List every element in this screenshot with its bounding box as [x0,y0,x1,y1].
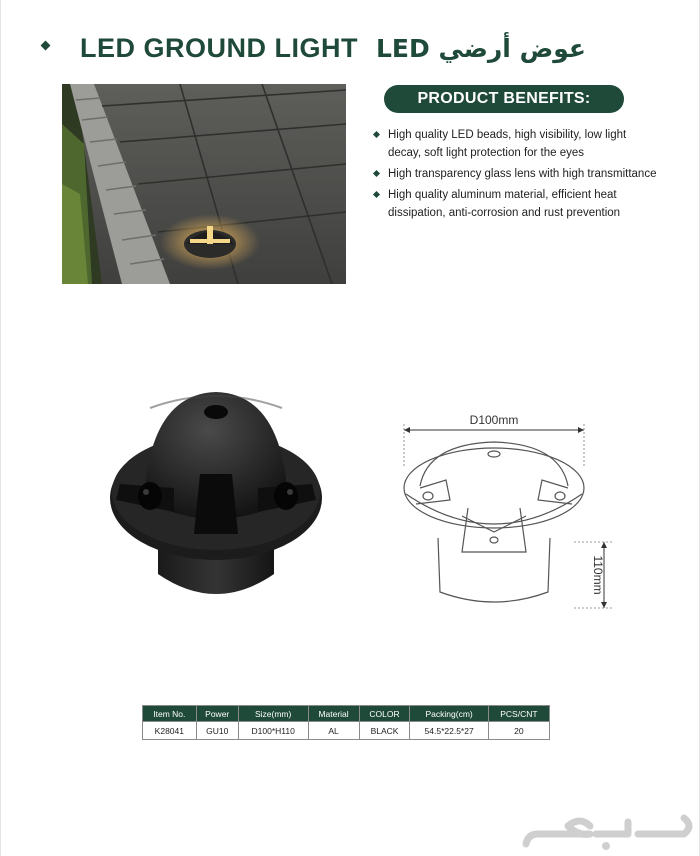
column-header: Material [308,706,359,722]
table-cell: D100*H110 [238,722,308,740]
benefit-text: High quality LED beads, high visibility, low light decay, soft light protection for the eyes [388,129,627,159]
benefits-heading: PRODUCT BENEFITS: [384,85,624,113]
table-cell: BLACK [359,722,410,740]
column-header: Power [196,706,238,722]
benefit-item [372,165,662,183]
benefit-text: High transparency glass lens with high transmittance [388,168,657,180]
diameter-label: D100mm [469,413,519,427]
diamond-bullet-icon [373,170,380,177]
dimension-drawing-svg [398,404,618,618]
title-arabic: عوض أرضي LED [376,33,586,63]
installation-photo [62,84,346,284]
column-header: Size(mm) [238,706,308,722]
benefit-item [372,126,662,162]
table-cell: GU10 [196,722,238,740]
table-header-row [143,706,550,722]
column-header: Packing(cm) [410,706,488,722]
ground-light-product-icon [104,388,328,608]
product-photo [104,388,328,608]
page-title [80,28,640,68]
table-row [143,722,550,740]
table-cell: 54.5*22.5*27 [410,722,488,740]
column-header: COLOR [359,706,410,722]
benefits-list [372,126,662,225]
benefit-item [372,186,662,222]
diamond-bullet-icon [373,131,380,138]
column-header: Item No. [143,706,197,722]
haraj-watermark [508,806,698,852]
dimension-drawing [398,404,618,618]
column-header: PCS/CNT [488,706,549,722]
spec-table [142,705,550,740]
benefit-text: High quality aluminum material, efficient heat dissipation, anti-corrosion and rust prevention [388,189,621,219]
title-english: LED GROUND LIGHT [80,32,358,63]
haraj-logo-icon [508,806,698,852]
table-cell: 20 [488,722,549,740]
table-cell: AL [308,722,359,740]
installation-photo-illustration [62,84,346,284]
table-cell: K28041 [143,722,197,740]
diamond-bullet-icon [373,191,380,198]
height-label: 110mm [591,555,605,595]
